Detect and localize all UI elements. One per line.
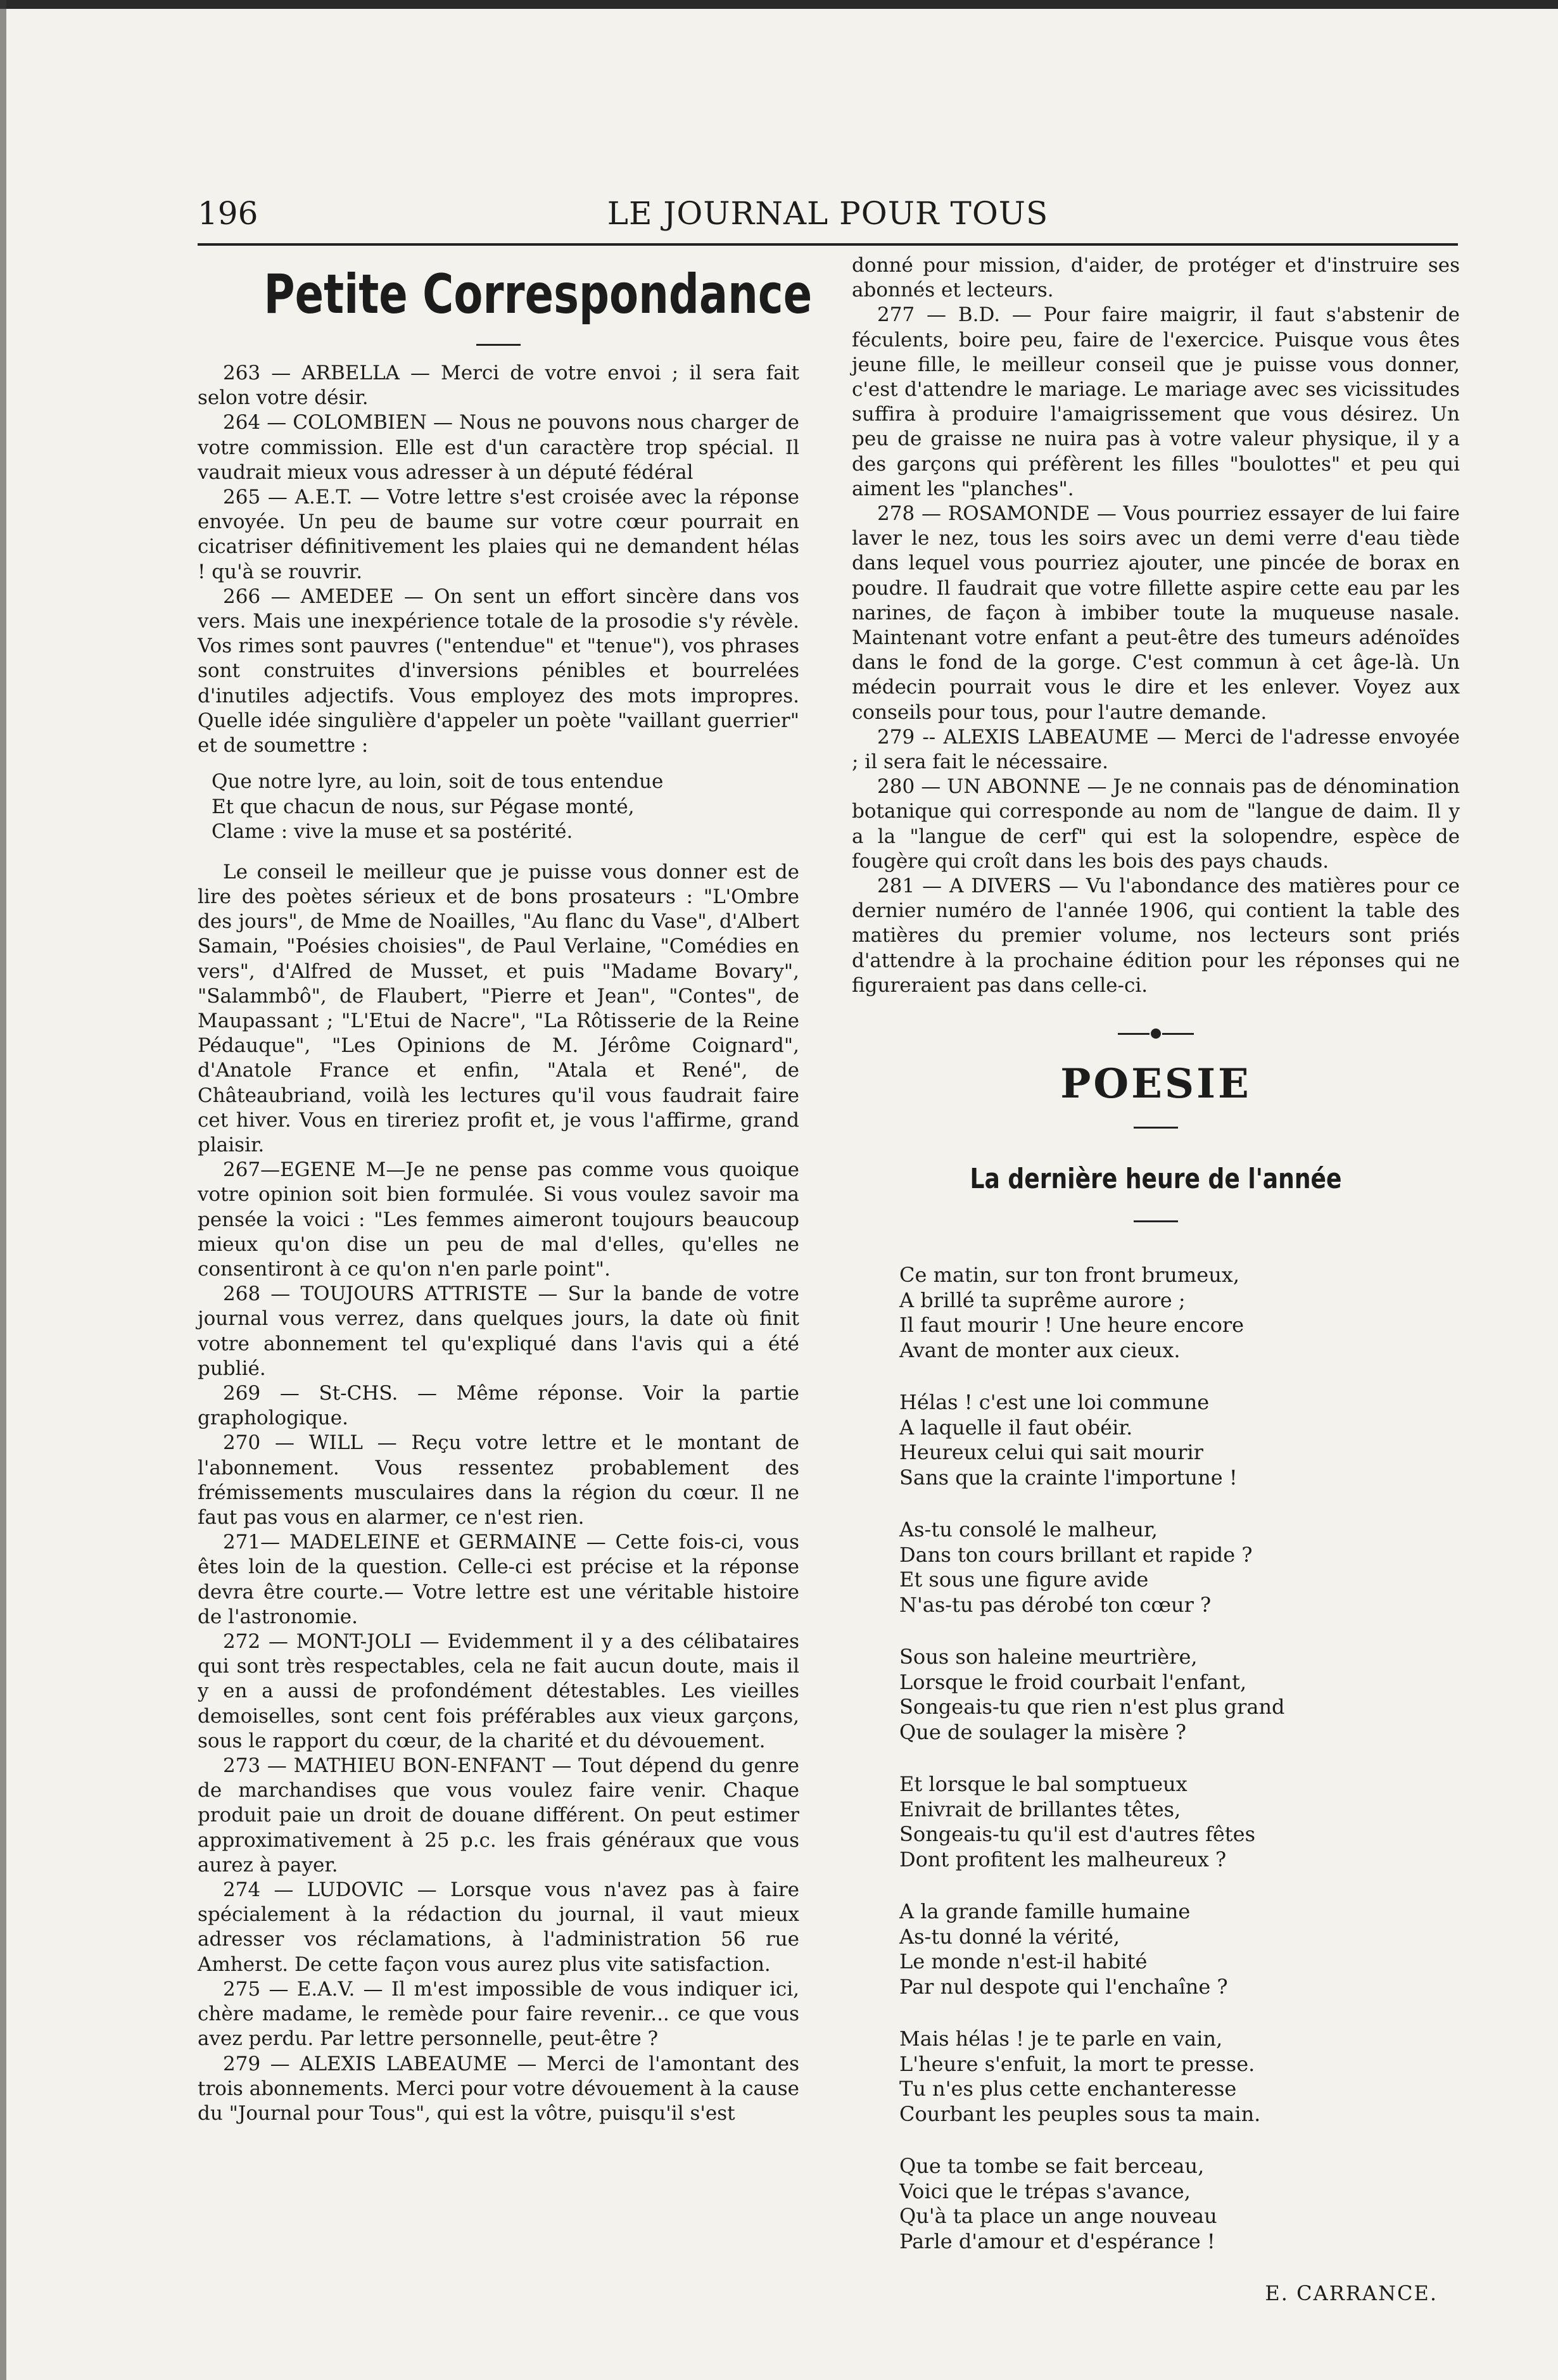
poetry-rule-bottom — [1134, 1220, 1178, 1222]
title-rule — [476, 344, 521, 346]
letter-paragraph: 268 — TOUJOURS ATTRISTE — Sur la bande de votre journal vous verrez, dans quelques jours, la date où finit votre abonnement tel qu'expliqué dans l'avis qui a été publié. — [198, 1282, 799, 1380]
poem-line: Et sous une figure avide — [899, 1567, 1149, 1592]
letter-paragraph: 269 — St-CHS. — Même réponse. Voir la partie graphologique. — [198, 1382, 799, 1430]
poem-line: Sous son haleine meurtrière, — [899, 1645, 1198, 1669]
page-number: 196 — [198, 195, 258, 232]
poem — [899, 1263, 1460, 2254]
poem-line: Sans que la crainte l'importune ! — [899, 1465, 1238, 1490]
poem-line: A brillé ta suprême aurore ; — [899, 1288, 1186, 1312]
verse-line: Clame : vive la muse et sa postérité. — [212, 820, 573, 844]
poem-line: Courbant les peuples sous ta main. — [899, 2101, 1261, 2126]
quoted-verse — [198, 769, 799, 845]
poem-line: Dans ton cours brillant et rapide ? — [899, 1542, 1253, 1567]
stanza — [899, 2154, 1460, 2254]
stanza — [899, 2027, 1460, 2127]
poem-line: Enivrait de brillantes têtes, — [899, 1797, 1181, 1821]
poem-line: L'heure s'enfuit, la mort te presse. — [899, 2051, 1255, 2076]
stanza — [899, 1390, 1460, 1490]
correspondence-text-3 — [852, 253, 1460, 998]
poem-line: A la grande famille humaine — [899, 1899, 1191, 1924]
poem-line: Le monde n'est-il habité — [899, 1949, 1148, 1974]
letter-paragraph: 273 — MATHIEU BON-ENFANT — Tout dépend du genre de marchandises que vous voulez faire venir. Chaque produit paie un droit de douane différent. On peut estimer approximativement à 25 p.c. les frais généraux que vous aurez à payer. — [198, 1754, 799, 1877]
poem-line: A laquelle il faut obéir. — [899, 1415, 1133, 1440]
poem-line: Hélas ! c'est une loi commune — [899, 1390, 1210, 1415]
poem-line: Qu'à ta place un ange nouveau — [899, 2204, 1217, 2229]
poem-line: Avant de monter aux cieux. — [899, 1338, 1181, 1362]
correspondence-text-1 — [198, 361, 799, 758]
section-ornament — [1118, 1027, 1194, 1040]
letter-paragraph: 267—EGENE M—Je ne pense pas comme vous quoique votre opinion soit bien formulée. Si vous voulez savoir ma pensée la voici : "Les femmes aimeront toujours beaucoup mieux qu'on dise un peu de mal d'elles, qu'elles ne consentiront à ce qu'on n'en parle point". — [198, 1158, 799, 1281]
letter-paragraph: 264 — COLOMBIEN — Nous ne pouvons nous charger de votre commission. Elle est d'un caractère trop spécial. Il vaudrait mieux vous adresser à un député fédéral — [198, 411, 799, 484]
letter-paragraph: 272 — MONT-JOLI — Evidemment il y a des célibataires qui sont très respectables, cela ne fait aucun doute, mais il y en a aussi de profondément détestables. Les vieilles demoiselles, sont cent fois préférables aux vieux garçons, sous le rapport du cœur, de la charité et du dévouement. — [198, 1630, 799, 1752]
poem-line: Parle d'amour et d'espérance ! — [899, 2229, 1215, 2253]
letter-paragraph: 277 — B.D. — Pour faire maigrir, il faut s'abstenir de féculents, boire peu, faire de l'exercice. Puisque vous êtes jeune fille, le meilleur conseil que je puisse vous donner, c'est d'attendre le mariage. Le mariage avec ses vicissitudes suffira à produire l'amaigrissement que vous désirez. Un peu de graisse ne nuira pas à votre valeur physique, il y a des garçons qui préfèrent les filles "boulottes" et peu qui aiment les "planches". — [852, 303, 1460, 500]
poem-line: Dont profitent les malheureux ? — [899, 1847, 1227, 1871]
poem-line: Que ta tombe se fait berceau, — [899, 2154, 1205, 2179]
poem-line: Et lorsque le bal somptueux — [899, 1772, 1188, 1797]
poem-line: Lorsque le froid courbait l'enfant, — [899, 1669, 1247, 1694]
letter-paragraph: 274 — LUDOVIC — Lorsque vous n'avez pas à faire spécialement à la rédaction du journal, il vaut mieux adresser vos réclamations, à l'administration 56 rue Amherst. De cette façon vous aurez plus vite satisfaction. — [198, 1878, 799, 1976]
header-rule — [198, 243, 1458, 246]
continued-paragraph: donné pour mission, d'aider, de protéger et d'instruire ses abonnés et lecteurs. — [852, 254, 1460, 302]
left-column — [198, 253, 813, 2126]
poem-line: Mais hélas ! je te parle en vain, — [899, 2027, 1223, 2051]
poem-line: Songeais-tu qu'il est d'autres fêtes — [899, 1822, 1255, 1847]
letter-paragraph: 265 — A.E.T. — Votre lettre s'est croisée avec la réponse envoyée. Un peu de baume sur votre cœur pourrait en cicatriser définitivement les plaies qui ne demandent hélas ! qu'à se rouvrir. — [198, 486, 799, 583]
poem-line: Que de soulager la misère ? — [899, 1719, 1187, 1744]
poem-title: La dernière heure de l'année — [970, 1163, 1342, 1196]
poem-line: Heureux celui qui sait mourir — [899, 1440, 1203, 1465]
letter-paragraph: 280 — UN ABONNE — Je ne connais pas de dénomination botanique qui corresponde au nom de "langue de daim. Il y a la "langue de cerf" qui est la solopendre, espèce de fougère qui croît dans les bois des pays chauds. — [852, 775, 1460, 873]
top-edge-rule — [0, 0, 1558, 9]
right-column — [852, 253, 1460, 2305]
poem-line: N'as-tu pas dérobé ton cœur ? — [899, 1592, 1212, 1617]
poem-line: Voici que le trépas s'avance, — [899, 2179, 1191, 2203]
letter-paragraph: 271— MADELEINE et GERMAINE — Cette fois-ci, vous êtes loin de la question. Celle-ci est précise et la réponse devra être courte.— Votre lettre est une véritable histoire de l'astronomie. — [198, 1531, 799, 1628]
section-title: Petite Correspondance — [263, 263, 813, 326]
poem-line: As-tu donné la vérité, — [899, 1924, 1120, 1949]
poem-line: As-tu consolé le malheur, — [899, 1517, 1158, 1542]
letter-paragraph: 281 — A DIVERS — Vu l'abondance des matières pour ce dernier numéro de l'année 1906, qui contient la table des matières du premier volume, nos lecteurs sont priés d'attendre à la prochaine édition pour les réponses qui ne figureraient pas dans celle-ci. — [852, 875, 1460, 997]
letter-paragraph: 266 — AMEDEE — On sent un effort sincère dans vos vers. Mais une inexpérience totale de la prosodie s'y révèle. Vos rimes sont pauvres ("entendue" et "tenue"), vos phrases sont construites d'inversions pénibles et bourrelées d'inutiles adjectifs. Vous employez des mots impropres. Quelle idée singulière d'appeler un poète "vaillant guerrier" et de soumettre : — [198, 585, 799, 757]
letter-paragraph: 278 — ROSAMONDE — Vous pourriez essayer de lui faire laver le nez, tous les soirs avec un demi verre d'eau tiède dans lequel vous pourriez ajouter, une pincée de borax en poudre. Il faudrait que votre fillette aspire cette eau par les narines, de façon à imbiber toute la muqueuse nasale. Maintenant votre enfant a peut-être des tumeurs adénoïdes dans le fond de la gorge. C'est commun à cet âge-là. Un médecin pourrait vous le dire et les enlever. Voyez aux conseils pour tous, pour l'autre demande. — [852, 502, 1460, 724]
stanza — [899, 1517, 1460, 1617]
letter-paragraph: 279 -- ALEXIS LABEAUME — Merci de l'adresse envoyée ; il sera fait le nécessaire. — [852, 725, 1460, 774]
verse-line: Et que chacun de nous, sur Pégase monté, — [212, 795, 635, 818]
correspondence-text-2 — [198, 860, 799, 2126]
poem-line: Tu n'es plus cette enchanteresse — [899, 2077, 1237, 2101]
stanza — [899, 1645, 1460, 1745]
stanza — [899, 1263, 1460, 1363]
poem-line: Par nul despote qui l'enchaîne ? — [899, 1974, 1228, 1999]
page-left-edge — [0, 0, 6, 2380]
verse-line: Que notre lyre, au loin, soit de tous entendue — [212, 770, 664, 794]
stanza — [899, 1772, 1460, 1872]
running-title: LE JOURNAL POUR TOUS — [607, 195, 1049, 232]
poem-line: Il faut mourir ! Une heure encore — [899, 1313, 1244, 1338]
letter-paragraph: Le conseil le meilleur que je puisse vous donner est de lire des poètes sérieux et de bons prosateurs : "L'Ombre des jours", de Mme de Noailles, "Au flanc du Vase", d'Albert Samain, "Poésies choisies", de Paul Verlaine, "Comédies en vers", d'Alfred de Musset, et puis "Madame Bovary", "Salammbô", de Flaubert, "Pierre et Jean", "Contes", de Maupassant ; "L'Etui de Nacre", "La Rôtisserie de la Reine Pédauque", "Les Opinions de M. Jérôme Coignard", d'Anatole France et enfin, "Atala et René", de Châteaubriand, voilà les lectures qu'il vous faudrait faire cet hiver. Vous en tireriez profit et, je vous l'affirme, grand plaisir. — [198, 860, 799, 1156]
page-header — [198, 195, 1458, 239]
poem-line: Songeais-tu que rien n'est plus grand — [899, 1695, 1285, 1719]
letter-paragraph: 270 — WILL — Reçu votre lettre et le montant de l'abonnement. Vous ressentez probablement des frémissements musculaires dans la région du cœur. Il ne faut pas vous en alarmer, ce n'est rien. — [198, 1431, 799, 1529]
poem-line: Ce matin, sur ton front brumeux, — [899, 1263, 1240, 1288]
poetry-rule-top — [1134, 1127, 1178, 1129]
letter-paragraph: 263 — ARBELLA — Merci de votre envoi ; il sera fait selon votre désir. — [198, 362, 799, 410]
poetry-section-title: POESIE — [1060, 1060, 1251, 1108]
letter-paragraph: 275 — E.A.V. — Il m'est impossible de vous indiquer ici, chère madame, le remède pour faire revenir... ce que vous avez perdu. Par lettre personnelle, peut-être ? — [198, 1977, 799, 2051]
letter-paragraph: 279 — ALEXIS LABEAUME — Merci de l'amontant des trois abonnements. Merci pour votre dévouement à la cause du "Journal pour Tous", qui est la vôtre, puisqu'il s'est — [198, 2052, 799, 2125]
stanza — [899, 1899, 1460, 1999]
poem-signature: E. CARRANCE. — [1265, 2281, 1438, 2306]
